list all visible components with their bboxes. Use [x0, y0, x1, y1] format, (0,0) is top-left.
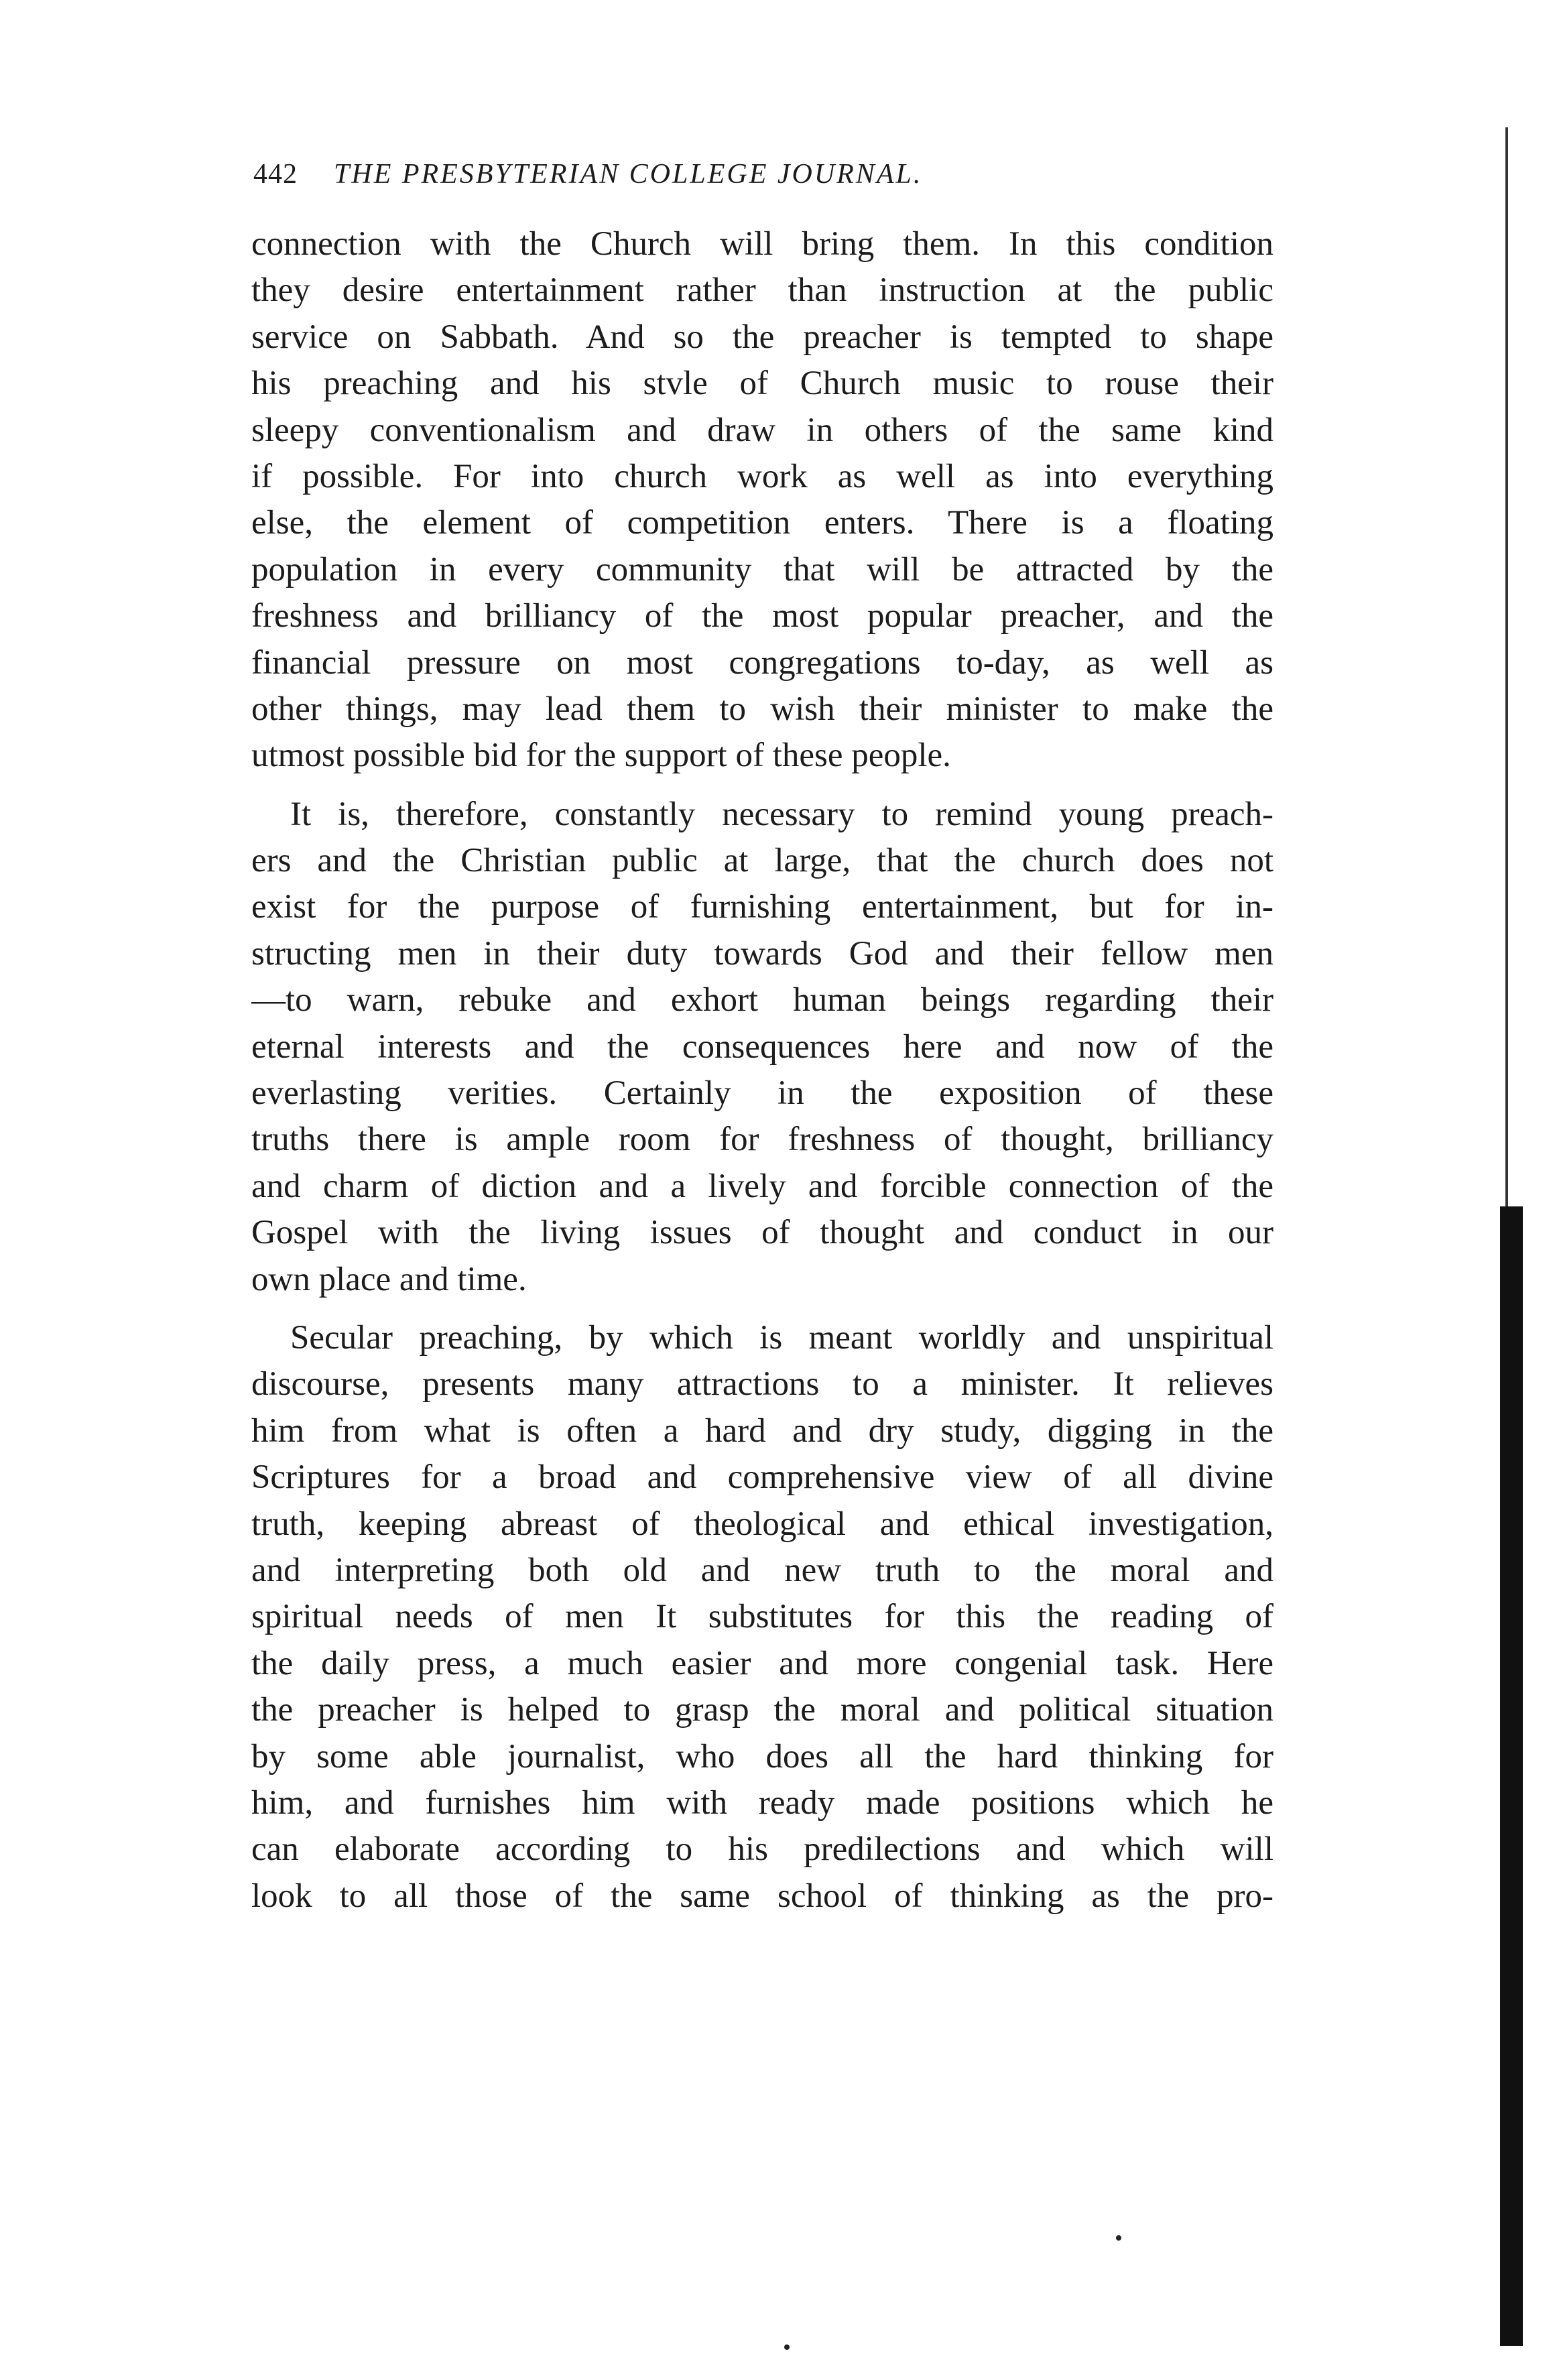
text-line: truth, keeping abreast of theological and ethical investigation,: [251, 1505, 1273, 1543]
text-line: can elaborate according to his predilections and which will: [251, 1830, 1273, 1869]
text-line: connection with the Church will bring them. In this condition: [251, 225, 1273, 263]
text-line: and charm of diction and a lively and forcible connection of the: [251, 1167, 1273, 1205]
text-line: and interpreting both old and new truth to the moral and: [251, 1551, 1273, 1589]
page-number: 442: [253, 159, 298, 190]
text-line: his preaching and his stvle of Church music to rouse their: [251, 365, 1273, 403]
text-line: utmost possible bid for the support of these people.: [251, 737, 951, 775]
body-text: [251, 221, 1273, 1920]
text-line: look to all those of the same school of thinking as the pro-: [251, 1877, 1273, 1915]
text-line: the daily press, a much easier and more congenial task. Here: [251, 1644, 1273, 1682]
text-line: —to warn, rebuke and exhort human beings regarding their: [251, 981, 1273, 1019]
text-line: him, and furnishes him with ready made positions which he: [251, 1783, 1273, 1822]
paragraph-gap: [251, 779, 1273, 792]
page-header: [253, 158, 1272, 205]
text-line: him from what is often a hard and dry study, digging in the: [251, 1412, 1273, 1450]
print-speck: [1116, 2235, 1121, 2241]
text-line: financial pressure on most congregations to-day, as well as: [251, 643, 1273, 682]
scan-edge-shadow: [1500, 1206, 1523, 2346]
text-line: spiritual needs of men It substitutes for this the reading of: [251, 1598, 1273, 1636]
paragraph-gap: [251, 1303, 1273, 1315]
text-line: by some able journalist, who does all the hard thinking for: [251, 1737, 1273, 1775]
text-line: Scriptures for a broad and comprehensive view of all divine: [251, 1458, 1273, 1497]
text-line: eternal interests and the consequences here and now of the: [251, 1027, 1273, 1066]
text-line: population in every community that will be attracted by the: [251, 550, 1273, 588]
text-line: exist for the purpose of furnishing entertainment, but for in-: [251, 888, 1273, 926]
text-line: discourse, presents many attractions to a minister. It relieves: [251, 1365, 1273, 1403]
text-line: else, the element of competition enters. There is a floating: [251, 504, 1273, 542]
text-line: It is, therefore, constantly necessary to remind young preach-: [290, 795, 1273, 833]
text-line: Secular preaching, by which is meant worldly and unspiritual: [290, 1318, 1273, 1357]
page-edge-line: [1505, 127, 1508, 1206]
text-line: freshness and brilliancy of the most popular preacher, and the: [251, 597, 1273, 635]
text-line: structing men in their duty towards God and their fellow men: [251, 934, 1273, 973]
text-line: the preacher is helped to grasp the moral and political situation: [251, 1691, 1273, 1729]
running-head: THE PRESBYTERIAN COLLEGE JOURNAL.: [334, 159, 923, 190]
text-line: they desire entertainment rather than instruction at the public: [251, 271, 1273, 310]
paragraph-2: [251, 792, 1273, 1303]
text-line: ers and the Christian public at large, that the church does not: [251, 842, 1273, 880]
text-line: service on Sabbath. And so the preacher is tempted to shape: [251, 318, 1273, 356]
text-line: if possible. For into church work as well as into everything: [251, 457, 1273, 495]
text-line: truths there is ample room for freshness of thought, brilliancy: [251, 1121, 1273, 1159]
print-speck: [784, 2344, 790, 2350]
text-line: everlasting verities. Certainly in the exposition of these: [251, 1074, 1273, 1113]
paragraph-3: [251, 1315, 1273, 1920]
text-line: other things, may lead them to wish their minister to make the: [251, 690, 1273, 728]
text-line: own place and time.: [251, 1260, 527, 1298]
paragraph-1: [251, 221, 1273, 779]
text-line: Gospel with the living issues of thought and conduct in our: [251, 1214, 1273, 1252]
text-line: sleepy conventionalism and draw in others of the same kind: [251, 411, 1273, 449]
